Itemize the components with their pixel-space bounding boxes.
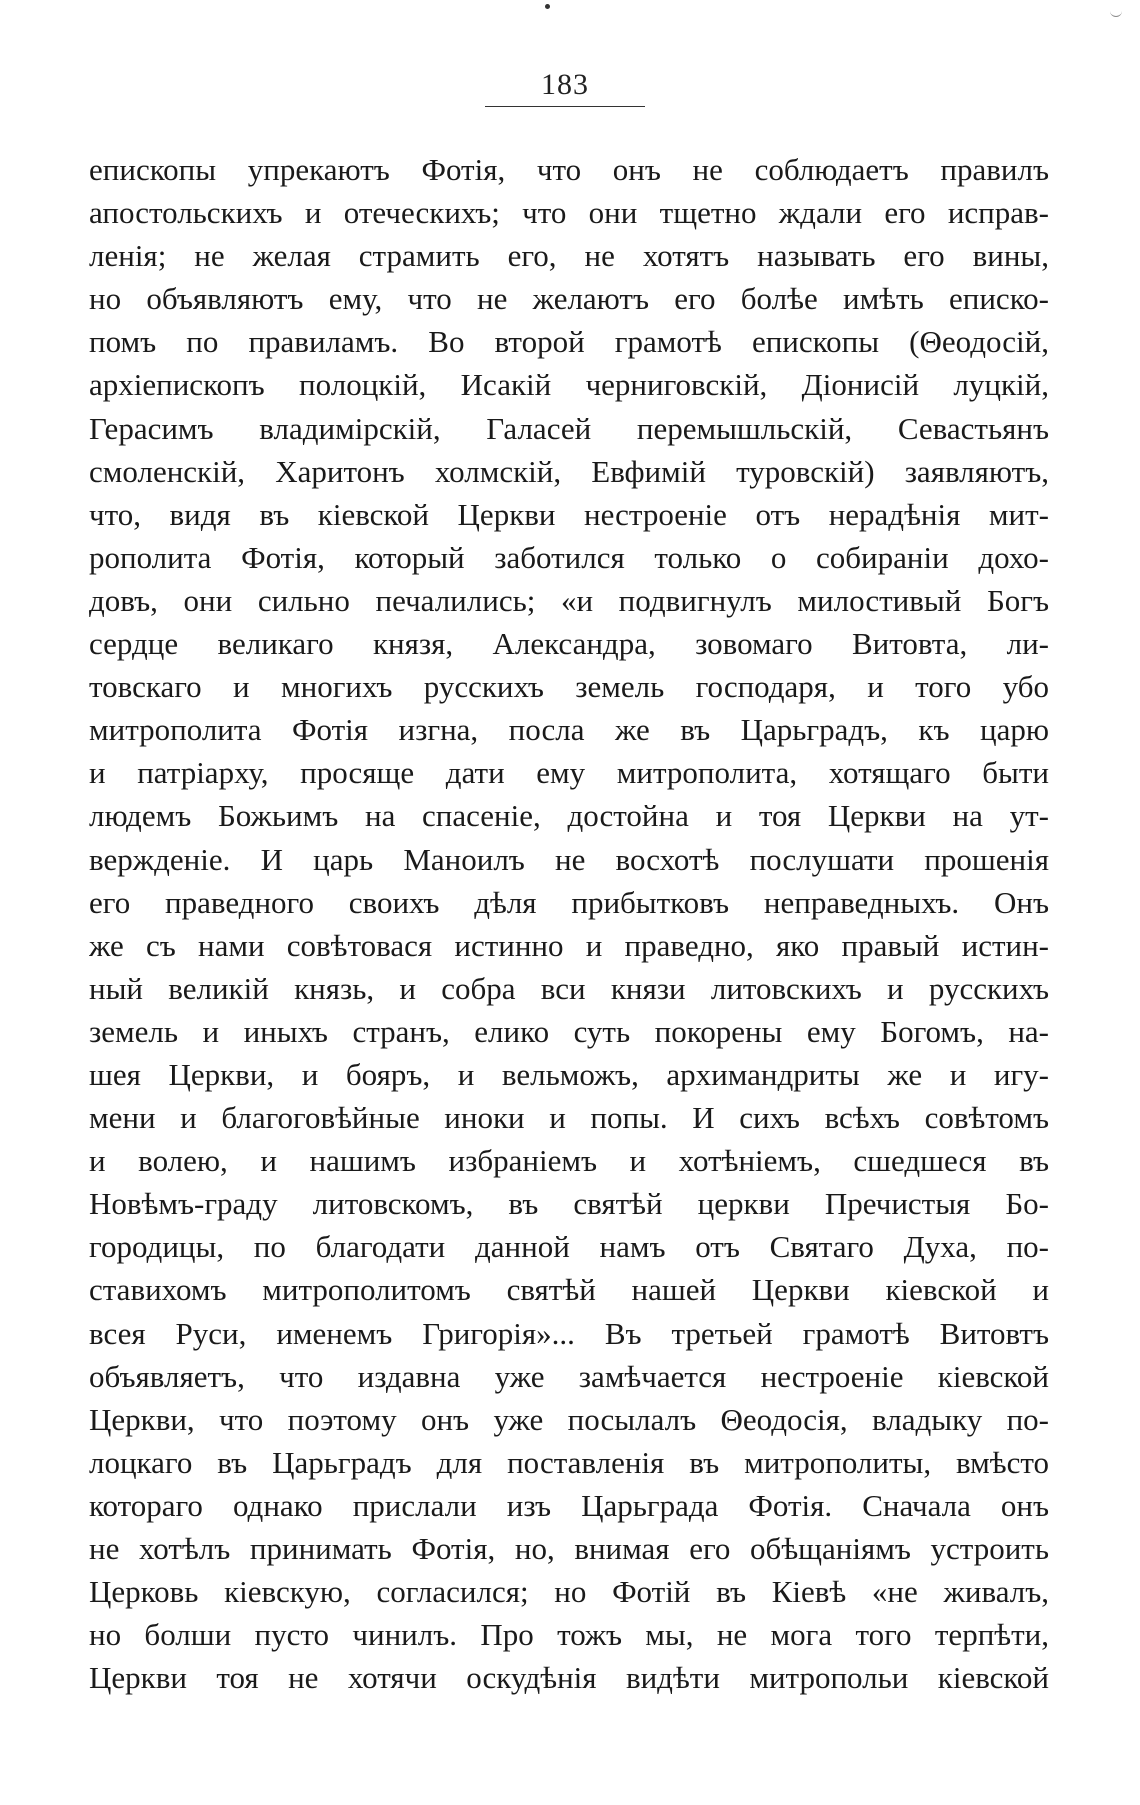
text-line: архіепископъ полоцкій, Исакій черниговскій, Діонисій луцкій, <box>89 367 1049 403</box>
text-line: епископы упрекаютъ Фотія, что онъ не соблюдаетъ правилъ <box>89 152 1049 187</box>
text-line: довъ, они сильно печалились; «и подвигнулъ милостивый Богъ <box>89 582 1049 618</box>
text-line: Церкви, что поэтому онъ уже посылалъ Θеодосія, владыку по- <box>89 1401 1049 1437</box>
page-header <box>485 66 645 107</box>
text-line: не хотѣлъ принимать Фотія, но, внимая его обѣщаніямъ устроить <box>89 1531 1049 1566</box>
text-line: смоленскій, Харитонъ холмскій, Евфимій туровскій) заявляютъ, <box>89 453 1049 489</box>
text-line: вержденіе. И царь Маноилъ не восхотѣ послушати прошенія <box>89 841 1049 877</box>
text-line: и патріарху, просяще дати ему митрополита, хотящаго быти <box>89 755 1049 791</box>
text-line: Герасимъ владимірскій, Галасей перемышльскій, Севастьянъ <box>89 410 1049 446</box>
text-line: земель и иныхъ странъ, елико суть покорены ему Богомъ, на- <box>89 1013 1049 1049</box>
text-line: но болши пусто чинилъ. Про тожъ мы, не мога того терпѣти, <box>89 1617 1049 1653</box>
text-line: что, видя въ кіевской Церкви нестроеніе отъ нерадѣнія мит- <box>89 496 1049 532</box>
text-line: мени и благоговѣйные иноки и попы. И сихъ всѣхъ совѣтомъ <box>89 1100 1049 1136</box>
text-line: и волею, и нашимъ избраніемъ и хотѣніемъ, сшедшеся въ <box>89 1143 1049 1179</box>
text-line: ставихомъ митрополитомъ святѣй нашей Церкви кіевской и <box>89 1272 1049 1308</box>
text-line: его праведного своихъ дѣля прибытковъ неправедныхъ. Онъ <box>89 884 1049 920</box>
text-line: сердце великаго князя, Александра, зовомаго Витовта, ли- <box>89 626 1049 662</box>
text-line: Церковь кіевскую, согласился; но Фотій въ Кіевѣ «не живалъ, <box>89 1574 1049 1610</box>
text-line: шея Церкви, и бояръ, и вельможъ, архимандриты же и игу- <box>89 1056 1049 1092</box>
text-line: Новѣмъ-граду литовскомъ, въ святѣй церкви Пречистыя Бо- <box>89 1186 1049 1222</box>
text-line: но объявляютъ ему, что не желаютъ его болѣе имѣть еписко- <box>89 281 1049 317</box>
text-line: всея Руси, именемъ Григорія»... Въ третьей грамотѣ Витовтъ <box>89 1315 1049 1351</box>
text-line: котораго однако прислали изъ Царьграда Фотія. Сначала онъ <box>89 1487 1049 1523</box>
corner-mark <box>1110 8 1122 17</box>
print-dot <box>545 4 550 9</box>
text-line: городицы, по благодати данной намъ отъ Святаго Духа, по- <box>89 1229 1049 1265</box>
text-line: товскаго и многихъ русскихъ земель господаря, и того убо <box>89 669 1049 705</box>
text-line: митрополита Фотія изгна, посла же въ Царьградъ, къ царю <box>89 712 1049 748</box>
text-line: объявляетъ, что издавна уже замѣчается нестроеніе кіевской <box>89 1358 1049 1394</box>
text-line: апостольскихъ и отеческихъ; что они тщетно ждали его исправ- <box>89 195 1049 231</box>
text-line: ленія; не желая страмить его, не хотятъ называть его вины, <box>89 238 1049 274</box>
text-line: же съ нами совѣтовася истинно и праведно, яко правый истин- <box>89 927 1049 963</box>
text-line: Церкви тоя не хотячи оскудѣнія видѣти митропольи кіевской <box>89 1660 1049 1696</box>
text-line: людемъ Божьимъ на спасеніе, достойна и тоя Церкви на ут- <box>89 798 1049 834</box>
text-line: лоцкаго въ Царьградъ для поставленія въ митрополиты, вмѣсто <box>89 1444 1049 1480</box>
text-line: рополита Фотія, который заботился только о собираніи дохо- <box>89 539 1049 575</box>
page-number: 183 <box>541 68 589 101</box>
header-rule <box>485 106 645 107</box>
text-line: помъ по правиламъ. Во второй грамотѣ епископы (Θеодосій, <box>89 324 1049 360</box>
text-line: ный великій князь, и собра вси князи литовскихъ и русскихъ <box>89 970 1049 1006</box>
body-text <box>89 148 1049 1699</box>
